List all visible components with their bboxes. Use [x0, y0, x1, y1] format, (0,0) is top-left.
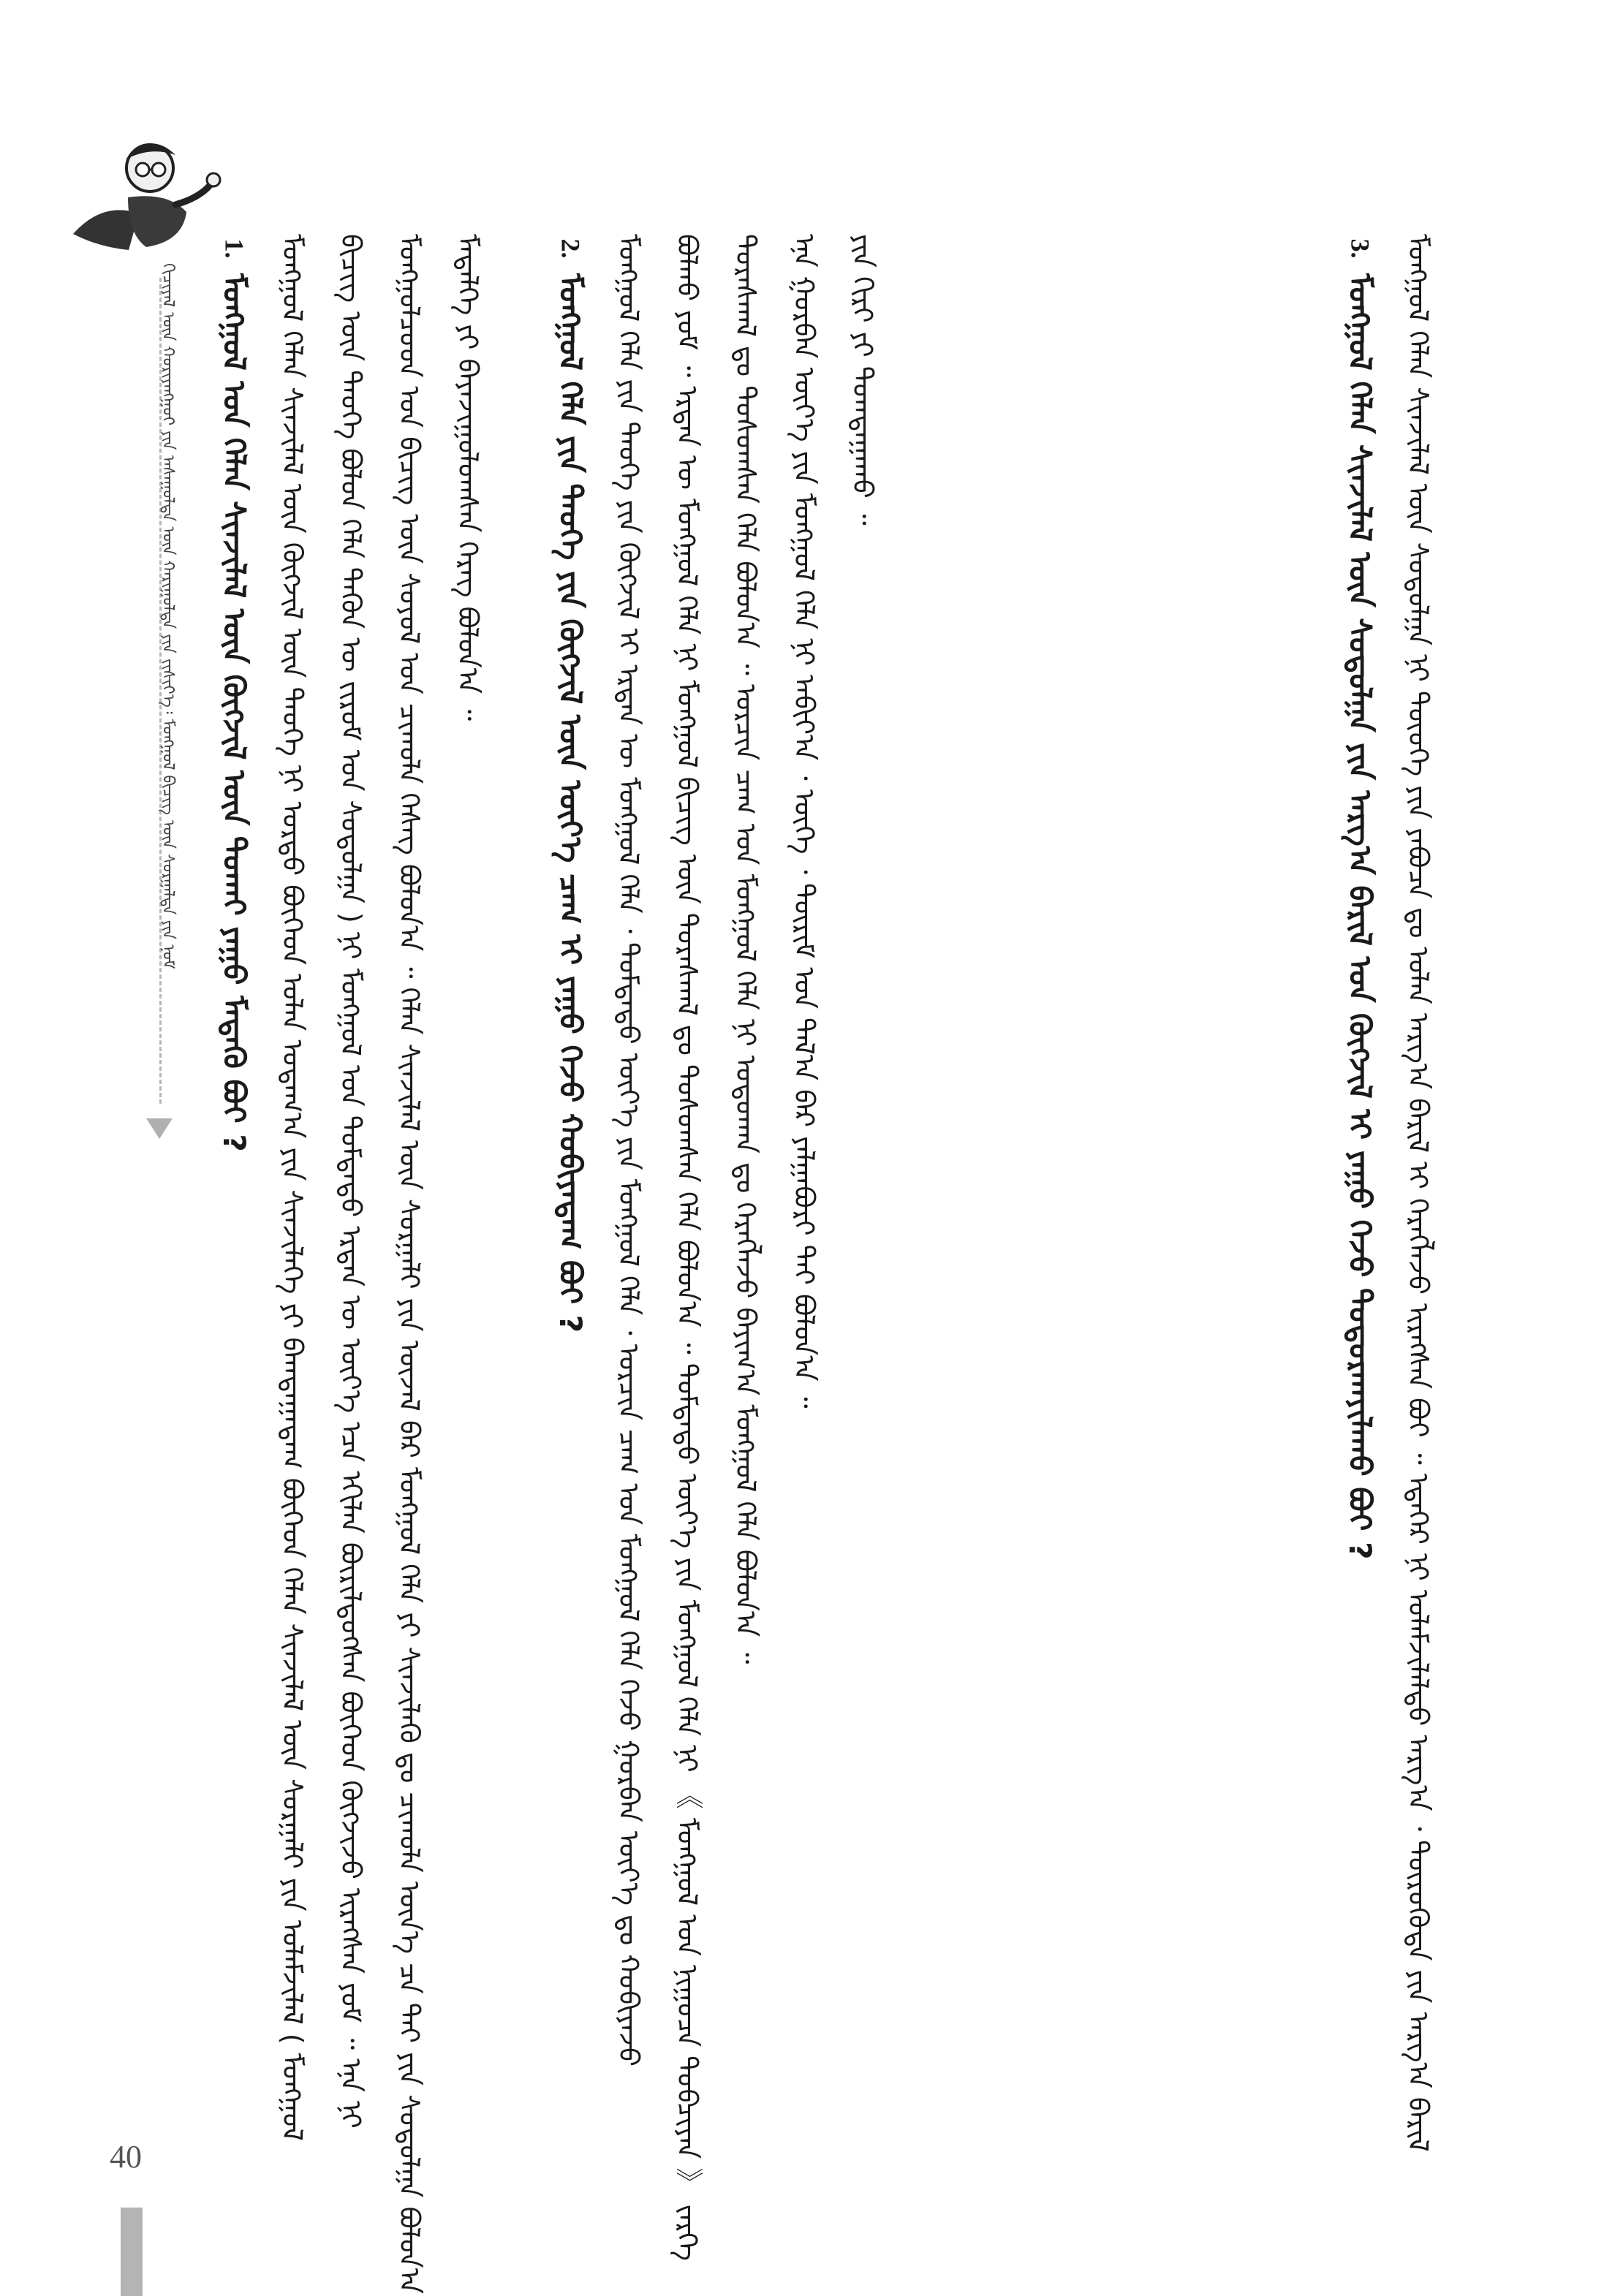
answer-2-line-3: ᠳᠤᠷᠠᠰᠬᠠᠯ ᠳᠤ ᠲᠤᠰᠤᠭᠰᠠᠨ ᠬᠡᠯᠡ ᠪᠣᠯᠤᠨ᠎ᠠ ᠃ ᠣᠷᠴᠢᠨ ᠴᠠᠭ ᠤᠨ ᠮᠣᠩᠭᠣᠯ ᠬᠡᠯᠡ ᠨᠢ ᠣᠳᠤᠬᠠᠨ ᠳᠤ ᠬᠡᠷᠡᠭᠯᠡᠵᠦ ᠪᠠᠶᠢᠭ᠎ᠠ ᠮᠣᠩᠭᠣᠯ ᠬᠡᠯᠡ ᠪᠣᠯᠤᠨ᠎ᠠ ᠃	[730, 234, 762, 1664]
answer-2-line-5: ᠶᠢᠨ ᠬᠢᠷᠢ ᠶᠢ ᠲᠣᠭᠲᠠᠭᠠᠬᠤ ᠃	[847, 234, 879, 526]
question-1-number: 1.	[219, 238, 249, 259]
section-title: ᠬᠢᠴᠢᠶᠡᠯ ᠦᠨ ᠬᠤᠷᠢᠶᠠᠩᠭᠤᠢ ᠶᠢᠨ ᠠᠰᠠᠭᠤᠯᠲᠠ ᠦᠨ ᠬᠠᠷᠢᠭᠤᠯᠲᠠ ᠶᠢᠨ ᠵᠢᠱᠢᠶ᠎ᠡ᠄ ᠮᠣᠩᠭᠣᠯ ᠪᠢᠴᠢᠭ ᠦᠨ ᠰᠤᠷᠭᠠᠯᠲᠠ ᠶᠢᠨ ᠨᠤᠮ	[159, 263, 177, 969]
question-3-text: ᠮᠣᠩᠭᠣᠯ ᠬᠡᠯᠡᠨ ᠰᠢᠨᠵᠢᠯᠡᠯ ᠦᠨ ᠰᠤᠳᠤᠯᠭᠠ ᠶᠢᠨ ᠠᠷᠭ᠎ᠠ ᠪᠠᠷᠢᠯ ᠤᠨ ᠬᠥᠭᠵᠢᠯ ᠢ ᠶᠠᠭᠤ ᠭᠡᠵᠦ ᠲᠣᠳᠤᠷᠬᠠᠶᠢᠯᠠᠬᠤ ᠪᠤᠢ ?	[1342, 273, 1378, 1560]
question-2-number: 2.	[556, 238, 585, 259]
answer-2-line-2: ᠪᠣᠯᠬᠤ ᠶᠤᠮ ᠃ ᠡᠷᠲᠡᠨ ᠦ ᠮᠣᠩᠭᠣᠯ ᠬᠡᠯᠡ ᠨᠢ ᠮᠣᠩᠭᠣᠯ ᠪᠢᠴᠢᠭ᠌ ᠦᠨ ᠳᠤᠷᠠᠰᠬᠠᠯ ᠳᠤ ᠲᠤᠰᠤᠭᠰᠠᠨ ᠬᠡᠯᠡ ᠪᠣᠯᠤᠨ᠎ᠠ ᠃ ᠳᠤᠮᠳᠠᠳᠤ ᠦᠶ᠎ᠡ ᠶᠢᠨ ᠮᠣᠩᠭᠣᠯ ᠬᠡᠯᠡ ᠨᠢ 《 ᠮᠣᠩᠭᠣᠯ ᠤᠨ ᠨᠢᠭᠤᠴᠠ ᠲᠣᠪᠴᠢᠶᠠᠨ 》 ᠵᠡᠷᠭᠡ	[671, 234, 703, 2262]
page-edge-tab	[121, 2208, 143, 2296]
answer-2-line-4: ᠡᠨᠡ ᠭᠤᠷᠪᠠᠨ ᠦᠶ᠎ᠡ ᠶᠢᠨ ᠮᠣᠩᠭᠣᠯ ᠬᠡᠯᠡ ᠨᠢ ᠠᠪᠢᠶ᠎ᠠ ᠂ ᠦᠭᠡ ᠂ ᠳᠦᠷᠢᠮ ᠤᠨ ᠲᠠᠯ᠎ᠠ ᠪᠡᠷ ᠶᠠᠯᠭᠠᠪᠤᠷᠢ ᠲᠠᠢ ᠪᠣᠯᠤᠨ᠎ᠠ ᠃	[788, 234, 820, 1409]
answer-2-line-1: ᠮᠣᠩᠭᠣᠯ ᠬᠡᠯᠡ ᠶᠢᠨ ᠲᠡᠦᠬᠡ ᠶᠢᠨ ᠬᠥᠭᠵᠢᠯ ᠢ ᠡᠷᠲᠡᠨ ᠦ ᠮᠣᠩᠭᠣᠯ ᠬᠡᠯᠡ ᠂ ᠳᠤᠮᠳᠠᠳᠤ ᠦᠶ᠎ᠡ ᠶᠢᠨ ᠮᠣᠩᠭᠣᠯ ᠬᠡᠯᠡ ᠂ ᠣᠷᠴᠢᠨ ᠴᠠᠭ ᠤᠨ ᠮᠣᠩᠭᠣᠯ ᠬᠡᠯᠡ ᠭᠡᠵᠦ ᠭᠤᠷᠪᠠᠨ ᠦᠶ᠎ᠡ ᠳᠤ ᠬᠤᠪᠢᠶᠠᠵᠤ	[613, 234, 645, 2066]
triangle-marker-icon	[146, 1118, 173, 1139]
answer-1-line-2: ᠪᠢᠴᠢᠭ᠌ ᠦᠨ ᠲᠡᠦᠬᠡ ᠪᠣᠯᠤᠨ ᠬᠡᠯᠡ ᠲᠡᠭᠦᠨ ᠦ ᠵᠢᠷᠤᠮ ᠤᠨ ᠰᠤᠳᠤᠯᠭᠠ ) ᠨᠢ ᠮᠣᠩᠭᠣᠯ ᠤᠨ ᠳᠤᠮᠳᠠᠳᠤ ᠡᠷᠲᠡᠨ ᠦ ᠦᠶ᠎ᠡ ᠡᠴᠡ ᠡᠬᠢᠯᠡᠨ ᠪᠦᠷᠢᠯᠳᠦᠭᠰᠡᠨ ᠪᠥᠭᠡᠳ ᠬᠥᠭᠵᠢᠵᠦ ᠢᠷᠡᠭᠰᠡᠨ ᠶᠤᠮ ᠃ ᠡᠨᠡ ᠨᠢ	[335, 234, 367, 2129]
question-3-number: 3.	[1345, 238, 1374, 259]
page-number: 40	[110, 2139, 142, 2175]
answer-1-line-3: ᠮᠣᠩᠭᠣᠯᠴᠤᠳ ᠤᠨ ᠪᠢᠴᠢᠭ᠌ ᠦᠨ ᠰᠣᠶᠤᠯ ᠤᠨ ᠴᠢᠬᠤᠯᠠ ᠬᠡᠰᠡᠭ ᠪᠣᠯᠤᠨ᠎ᠠ ᠃ ᠬᠡᠯᠡᠨ ᠰᠢᠨᠵᠢᠯᠡᠯ ᠦᠨ ᠰᠤᠷᠭᠠᠯᠢ ᠶᠢᠨ ᠦᠵᠡᠯ ᠪᠠᠷ ᠮᠣᠩᠭᠣᠯ ᠬᠡᠯᠡ ᠶᠢ ᠰᠢᠨᠵᠢᠯᠡᠬᠦ ᠳᠤ ᠴᠢᠬᠤᠯᠠ ᠦᠨ᠎ᠡ ᠴᠡ ᠲᠠᠢ ᠶᠢᠨ ᠰᠤᠳᠤᠯᠭᠠ ᠪᠣᠯᠤᠨ᠎ᠠ	[393, 234, 425, 2295]
question-3	[1342, 234, 1378, 2134]
question-2-text: ᠮᠣᠩᠭᠣᠯ ᠬᠡᠯᠡ ᠶᠢᠨ ᠲᠡᠦᠬᠡ ᠶᠢᠨ ᠬᠥᠭᠵᠢᠯ ᠦᠨ ᠦᠶ᠎ᠡ ᠴᠠᠭ ᠢ ᠶᠠᠭᠤ ᠭᠡᠵᠦ ᠬᠤᠪᠢᠶᠠᠳᠠᠭ ᠪᠤᠢ ?	[553, 273, 589, 1333]
mascot-illustration	[58, 124, 227, 270]
question-1	[216, 234, 252, 2134]
answer-3-line-1: ᠮᠣᠩᠭᠣᠯ ᠬᠡᠯᠡᠨ ᠰᠢᠨᠵᠢᠯᠡᠯ ᠦᠨ ᠰᠤᠳᠤᠯᠭᠠ ᠨᠢ ᠲᠦᠦᠬᠡ ᠶᠢᠨ ᠶᠠᠪᠤᠴᠠ ᠳᠤ ᠣᠯᠠᠨ ᠠᠷᠭ᠎ᠠ ᠪᠠᠷᠢᠯ ᠢ ᠬᠡᠷᠡᠭᠯᠡᠵᠦ ᠢᠷᠡᠭᠰᠡᠨ ᠪᠤᠢ ᠃ ᠡᠳᠡᠭᠡᠷ ᠨᠢ ᠤᠯᠠᠮᠵᠢᠯᠠᠯᠲᠤ ᠠᠷᠭ᠎ᠠ ᠂ ᠲᠦᠷᠦᠭᠦᠳᠡ ᠶᠢᠨ ᠠᠷᠭ᠎ᠠ ᠪᠠᠷᠢᠯ	[1402, 234, 1434, 2152]
question-2	[553, 234, 589, 2134]
answer-1-line-4: ᠮᠡᠳᠡᠯᠭᠡ ᠶᠢ ᠪᠠᠶᠠᠵᠢᠭᠤᠯᠤᠭᠰᠠᠨ ᠬᠡᠷᠡᠭ ᠪᠣᠯᠤᠨ᠎ᠠ ᠃	[452, 234, 484, 721]
question-1-text: ᠮᠣᠩᠭᠣᠯ ᠤᠨ ᠬᠡᠯᠡᠨ ᠰᠢᠨᠵᠢᠯᠡᠯ ᠦᠨ ᠬᠥᠭᠵᠢᠯ ᠦᠨ ᠲᠤᠬᠠᠢ ᠶᠠᠭᠤ ᠮᠡᠳᠡᠬᠦ ᠪᠤᠢ ?	[216, 273, 252, 1152]
answer-1-line-1: ᠮᠣᠩᠭᠣᠯ ᠬᠡᠯᠡᠨ ᠰᠢᠨᠵᠢᠯᠡᠯ ᠦᠨ ᠬᠥᠭᠵᠢᠯ ᠦᠨ ᠲᠡᠦᠬᠡ ᠨᠢ ᠤᠷᠲᠤ ᠪᠥᠭᠡᠳ ᠣᠯᠠᠨ ᠤᠳᠠᠭ᠎ᠠ ᠶᠢᠨ ᠰᠢᠨᠵᠢᠯᠡᠭᠡ ᠶᠢ ᠪᠠᠭᠲᠠᠭᠠᠳᠠᠭ ᠪᠥᠭᠡᠳ ᠬᠡᠯᠡᠨ ᠰᠢᠨᠵᠢᠯᠡᠯ ᠦᠨ ᠰᠤᠷᠭᠠᠯᠢ ᠶᠢᠨ ᠤᠯᠠᠮᠵᠢᠯᠠᠯ ( ᠮᠣᠩᠭᠣᠯ	[276, 234, 309, 2141]
